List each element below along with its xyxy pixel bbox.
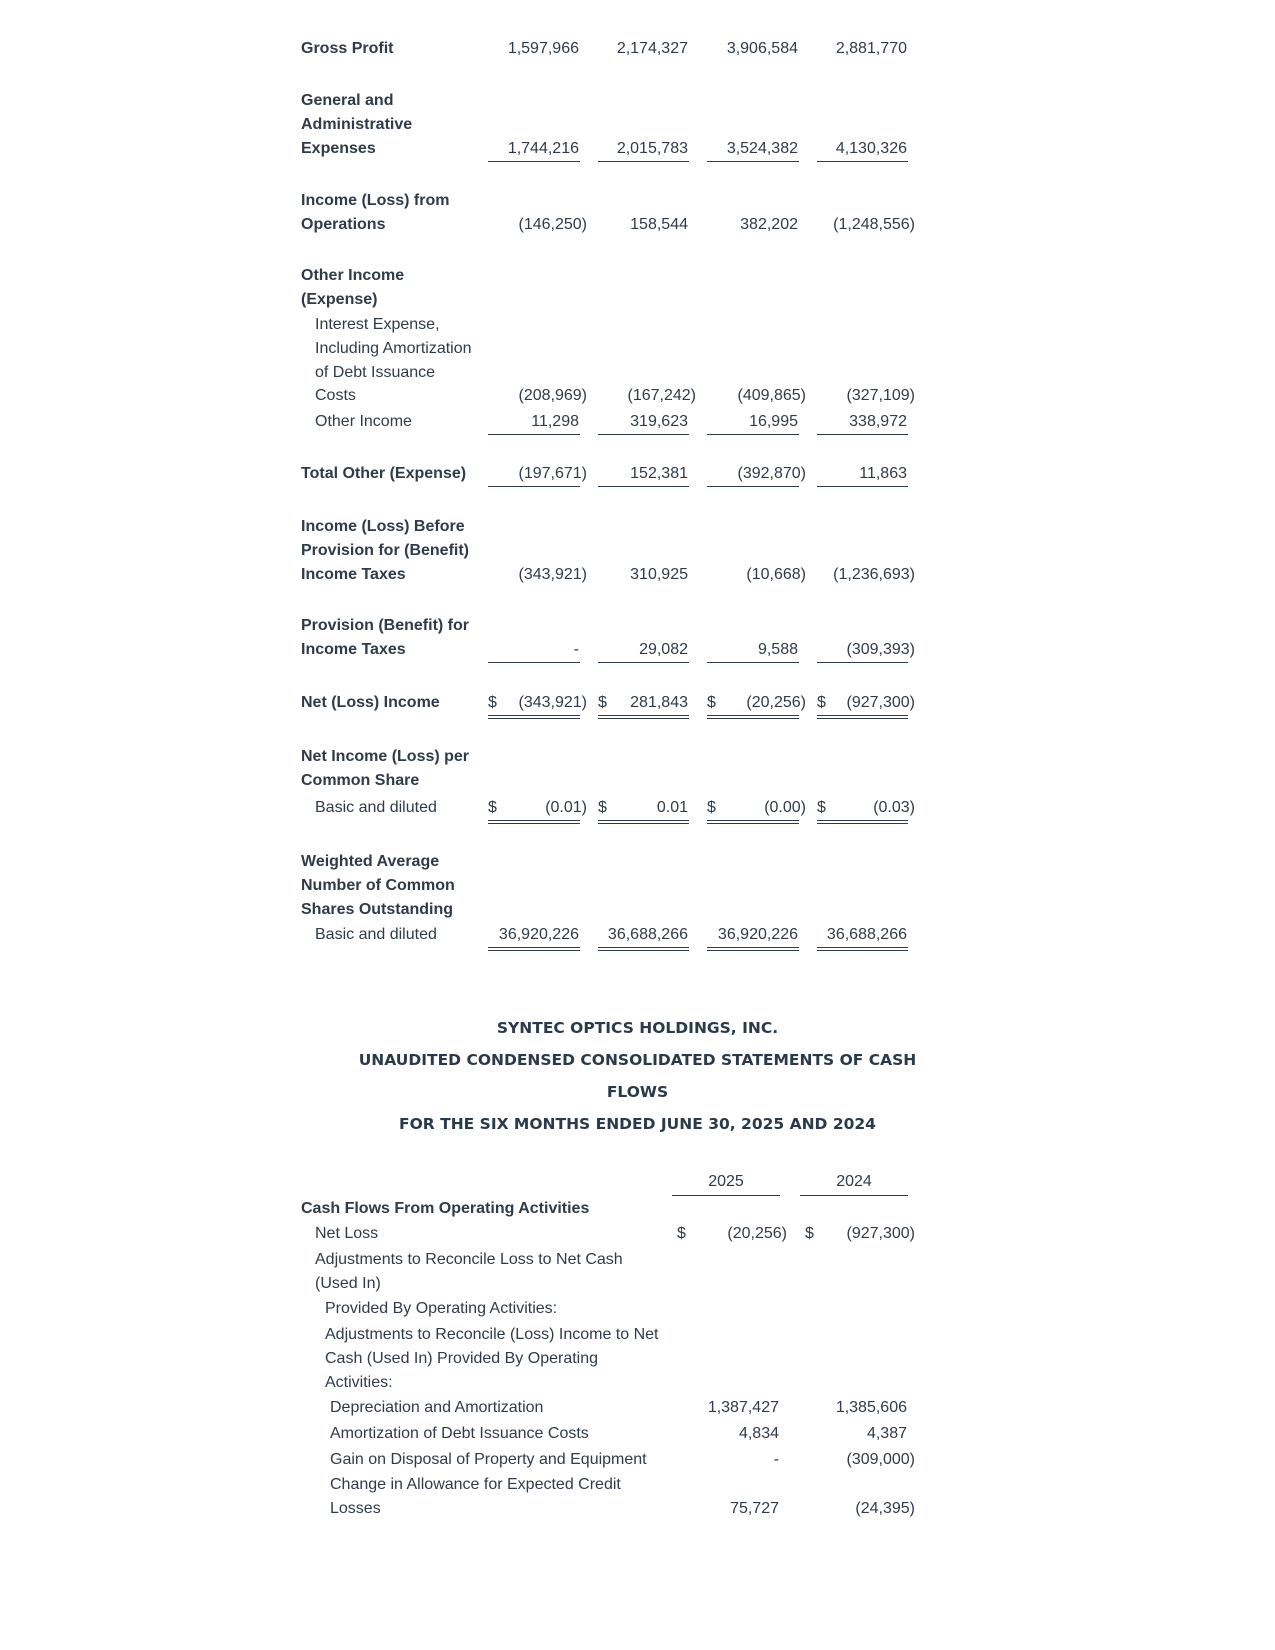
value-cell: 158,544 bbox=[630, 215, 688, 233]
row-label: Gross Profit bbox=[301, 40, 394, 57]
currency-symbol: $ bbox=[488, 694, 497, 711]
row-label: Net (Loss) Income bbox=[301, 694, 440, 711]
value-cell: 152,381 bbox=[630, 465, 688, 482]
row-label: (Used In) bbox=[315, 1274, 381, 1292]
currency-symbol: $ bbox=[817, 799, 826, 816]
value-cell: (24,395) bbox=[855, 1499, 915, 1517]
double-underline bbox=[598, 947, 689, 951]
column-header-year: 2025 bbox=[708, 1173, 744, 1190]
value-cell: (343,921) bbox=[518, 565, 587, 583]
value-cell: 2,881,770 bbox=[835, 40, 907, 57]
value-cell: (0.01) bbox=[545, 799, 587, 816]
row-label: Cash (Used In) Provided By Operating bbox=[325, 1349, 599, 1367]
double-underline bbox=[707, 715, 799, 719]
value-cell: - bbox=[573, 640, 579, 658]
row-label: Total Other (Expense) bbox=[301, 465, 467, 482]
row-label: Income Taxes bbox=[301, 640, 406, 658]
statement-title: FOR THE SIX MONTHS ENDED JUNE 30, 2025 AND 2024 bbox=[399, 1115, 876, 1133]
value-cell: 310,925 bbox=[630, 565, 688, 583]
underline bbox=[707, 161, 799, 162]
row-label: Net Loss bbox=[315, 1225, 379, 1242]
row-label: Adjustments to Reconcile Loss to Net Cash bbox=[315, 1251, 623, 1268]
row-label: Number of Common bbox=[301, 876, 455, 894]
currency-symbol: $ bbox=[598, 799, 607, 816]
row-label: Depreciation and Amortization bbox=[330, 1399, 544, 1416]
value-cell: 3,906,584 bbox=[726, 40, 798, 57]
statement-title: UNAUDITED CONDENSED CONSOLIDATED STATEMENTS OF CASH bbox=[358, 1051, 917, 1069]
value-cell: 75,727 bbox=[730, 1499, 779, 1517]
currency-symbol: $ bbox=[677, 1225, 686, 1242]
currency-symbol: $ bbox=[817, 694, 826, 711]
value-cell: 319,623 bbox=[630, 413, 688, 430]
underline bbox=[488, 434, 580, 435]
value-cell: 11,298 bbox=[531, 413, 579, 430]
row-label: Basic and diluted bbox=[315, 799, 437, 816]
underline bbox=[707, 662, 799, 663]
underline bbox=[598, 161, 689, 162]
row-label: Other Income bbox=[301, 267, 405, 284]
value-cell: (1,236,693) bbox=[833, 565, 915, 583]
double-underline bbox=[598, 715, 689, 719]
double-underline bbox=[817, 715, 908, 719]
row-label: Provision (Benefit) for bbox=[301, 617, 470, 634]
row-label: Common Share bbox=[301, 771, 420, 789]
double-underline bbox=[598, 820, 689, 824]
underline bbox=[672, 1195, 780, 1196]
underline bbox=[817, 662, 908, 663]
value-cell: 4,130,326 bbox=[835, 139, 907, 157]
underline bbox=[707, 486, 799, 487]
row-label: Interest Expense, bbox=[315, 316, 440, 333]
row-label: Shares Outstanding bbox=[301, 900, 454, 918]
value-cell: 281,843 bbox=[630, 694, 688, 711]
value-cell: (10,668) bbox=[746, 565, 806, 583]
value-cell: 16,995 bbox=[749, 413, 798, 430]
value-cell: 4,834 bbox=[738, 1425, 779, 1442]
double-underline bbox=[707, 820, 799, 824]
value-cell: (20,256) bbox=[746, 694, 806, 711]
value-cell: 36,920,226 bbox=[498, 926, 579, 943]
double-underline bbox=[817, 947, 908, 951]
currency-symbol: $ bbox=[707, 694, 716, 711]
row-label: Provision for (Benefit) bbox=[301, 541, 470, 559]
value-cell: (327,109) bbox=[846, 387, 915, 405]
underline bbox=[800, 1195, 908, 1196]
value-cell: 1,385,606 bbox=[835, 1399, 907, 1416]
row-label: Provided By Operating Activities: bbox=[325, 1300, 558, 1317]
underline bbox=[488, 662, 580, 663]
row-label: Net Income (Loss) per bbox=[301, 748, 470, 765]
double-underline bbox=[707, 947, 799, 951]
underline bbox=[598, 662, 689, 663]
row-label: Cash Flows From Operating Activities bbox=[301, 1200, 590, 1217]
row-label: Activities: bbox=[325, 1373, 393, 1391]
value-cell: 3,524,382 bbox=[726, 139, 798, 157]
value-cell: 2,174,327 bbox=[616, 40, 688, 57]
value-cell: (0.03) bbox=[873, 799, 915, 816]
value-cell: (167,242) bbox=[627, 387, 696, 405]
value-cell: (343,921) bbox=[518, 694, 587, 711]
currency-symbol: $ bbox=[598, 694, 607, 711]
underline bbox=[817, 161, 908, 162]
row-label: (Expense) bbox=[301, 290, 378, 308]
value-cell: 4,387 bbox=[866, 1425, 907, 1442]
statement-title: FLOWS bbox=[606, 1083, 669, 1101]
row-label: Other Income bbox=[315, 413, 412, 430]
row-label: Costs bbox=[315, 387, 356, 405]
value-cell: (309,000) bbox=[846, 1451, 915, 1468]
value-cell: 382,202 bbox=[740, 215, 798, 233]
value-cell: (1,248,556) bbox=[833, 215, 915, 233]
row-label: Operations bbox=[301, 215, 386, 233]
value-cell: 2,015,783 bbox=[616, 139, 688, 157]
value-cell: (208,969) bbox=[518, 387, 587, 405]
value-cell: 36,920,226 bbox=[717, 926, 798, 943]
value-cell: (927,300) bbox=[846, 1225, 915, 1242]
row-label: Administrative bbox=[301, 115, 413, 133]
column-header-year: 2024 bbox=[836, 1173, 872, 1190]
value-cell: (309,393) bbox=[846, 640, 915, 658]
underline bbox=[488, 161, 580, 162]
underline bbox=[817, 486, 908, 487]
row-label: Change in Allowance for Expected Credit bbox=[330, 1476, 621, 1493]
currency-symbol: $ bbox=[805, 1225, 814, 1242]
value-cell: 338,972 bbox=[849, 413, 907, 430]
underline bbox=[817, 434, 908, 435]
statement-title: SYNTEC OPTICS HOLDINGS, INC. bbox=[496, 1019, 779, 1037]
underline bbox=[707, 434, 799, 435]
double-underline bbox=[817, 820, 908, 824]
row-label: Expenses bbox=[301, 139, 376, 157]
row-label: Income (Loss) from bbox=[301, 192, 450, 209]
currency-symbol: $ bbox=[707, 799, 716, 816]
value-cell: 0.01 bbox=[656, 799, 688, 816]
value-cell: 1,744,216 bbox=[507, 139, 579, 157]
row-label: Income Taxes bbox=[301, 565, 406, 583]
value-cell: (146,250) bbox=[518, 215, 587, 233]
row-label: Amortization of Debt Issuance Costs bbox=[330, 1425, 589, 1442]
currency-symbol: $ bbox=[488, 799, 497, 816]
value-cell: 29,082 bbox=[639, 640, 688, 658]
value-cell: 9,588 bbox=[757, 640, 798, 658]
value-cell: (409,865) bbox=[737, 387, 806, 405]
value-cell: (20,256) bbox=[727, 1225, 787, 1242]
value-cell: (392,870) bbox=[737, 465, 806, 482]
row-label: Weighted Average bbox=[301, 853, 440, 870]
underline bbox=[598, 486, 689, 487]
row-label: Losses bbox=[330, 1499, 381, 1517]
value-cell: (927,300) bbox=[846, 694, 915, 711]
row-label: Income (Loss) Before bbox=[301, 518, 465, 535]
underline bbox=[488, 486, 580, 487]
value-cell: (0.00) bbox=[764, 799, 806, 816]
value-cell: 36,688,266 bbox=[607, 926, 688, 943]
row-label: Including Amortization bbox=[315, 339, 472, 357]
value-cell: - bbox=[773, 1451, 779, 1468]
value-cell: 1,597,966 bbox=[507, 40, 579, 57]
row-label: General and bbox=[301, 92, 394, 109]
double-underline bbox=[488, 715, 580, 719]
value-cell: (197,671) bbox=[518, 465, 587, 482]
value-cell: 11,863 bbox=[859, 465, 907, 482]
row-label: Basic and diluted bbox=[315, 926, 437, 943]
value-cell: 36,688,266 bbox=[826, 926, 907, 943]
value-cell: 1,387,427 bbox=[707, 1399, 779, 1416]
row-label: Adjustments to Reconcile (Loss) Income to Net bbox=[325, 1326, 659, 1343]
row-label: Gain on Disposal of Property and Equipment bbox=[330, 1451, 647, 1468]
row-label: of Debt Issuance bbox=[315, 363, 436, 381]
double-underline bbox=[488, 820, 580, 824]
double-underline bbox=[488, 947, 580, 951]
underline bbox=[598, 434, 689, 435]
